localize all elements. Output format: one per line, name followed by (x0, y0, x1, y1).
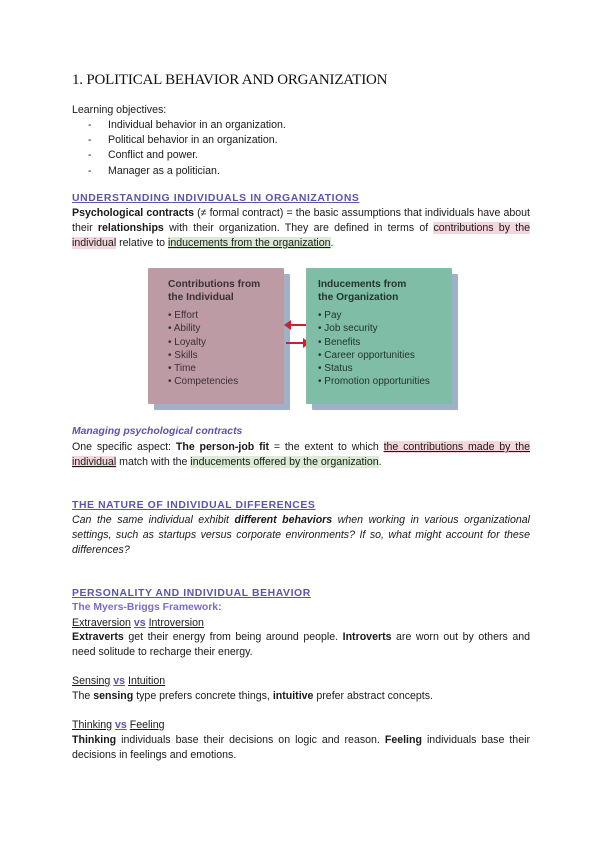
left-arrow-icon (286, 324, 308, 326)
extraversion-paragraph: Extraverts get their energy from being around people. Introverts are worn out by others and need solitude to recharge their energy. (72, 631, 530, 658)
managing-paragraph: One specific aspect: The person-job fit = the extent to which the contributions made by the individual match with the inducements offered by the organization. (72, 441, 530, 468)
list-item: - Individual behavior in an organization. (88, 119, 286, 131)
pair-heading-extraversion: Extraversion vs Introversion (72, 617, 204, 629)
managing-heading: Managing psychological contracts (72, 426, 243, 437)
differences-paragraph: Can the same individual exhibit different behaviors when working in various organizational settings, such as startups versus corporate environments? If so, what might account for these differences? (72, 514, 530, 556)
pair-heading-sensing: Sensing vs Intuition (72, 675, 166, 687)
section-heading-understanding: UNDERSTANDING INDIVIDUALS IN ORGANIZATIONS (72, 193, 360, 204)
list-item: - Political behavior in an organization. (88, 134, 278, 147)
pair-heading-thinking: Thinking vs Feeling (72, 719, 165, 731)
sensing-paragraph: The sensing type prefers concrete things, intuitive prefer abstract concepts. (72, 690, 433, 702)
list-item: - Manager as a politician. (88, 164, 220, 177)
myers-briggs-heading: The Myers-Briggs Framework: (72, 602, 222, 613)
thinking-paragraph: Thinking individuals base their decisions on logic and reason. Feeling individuals base their decisions in feelings and emotions. (72, 734, 530, 761)
contributions-inducements-figure (148, 268, 460, 410)
page-title: 1. POLITICAL BEHAVIOR AND ORGANIZATION (72, 72, 388, 88)
contributions-box: Contributions from the Individual • Effort • Ability • Loyalty • Skills • Time • Competencies (148, 268, 284, 404)
section-heading-personality: PERSONALITY AND INDIVIDUAL BEHAVIOR (72, 588, 311, 599)
learning-objectives-list (88, 118, 286, 179)
inducements-box: Inducements from the Organization • Pay • Job security • Benefits • Career opportunities • Status • Promotion opportunities (306, 268, 452, 404)
right-arrow-icon (286, 342, 308, 344)
section-heading-differences: THE NATURE OF INDIVIDUAL DIFFERENCES (72, 500, 316, 511)
list-item: - Conflict and power. (88, 149, 199, 162)
psychological-contracts-paragraph: Psychological contracts (≠ formal contract) = the basic assumptions that individuals have about their relationships with their organization. They are defined in terms of contributions by the individual relative to inducements from the organization. (72, 207, 530, 249)
learning-objectives-heading: Learning objectives: (72, 104, 167, 116)
